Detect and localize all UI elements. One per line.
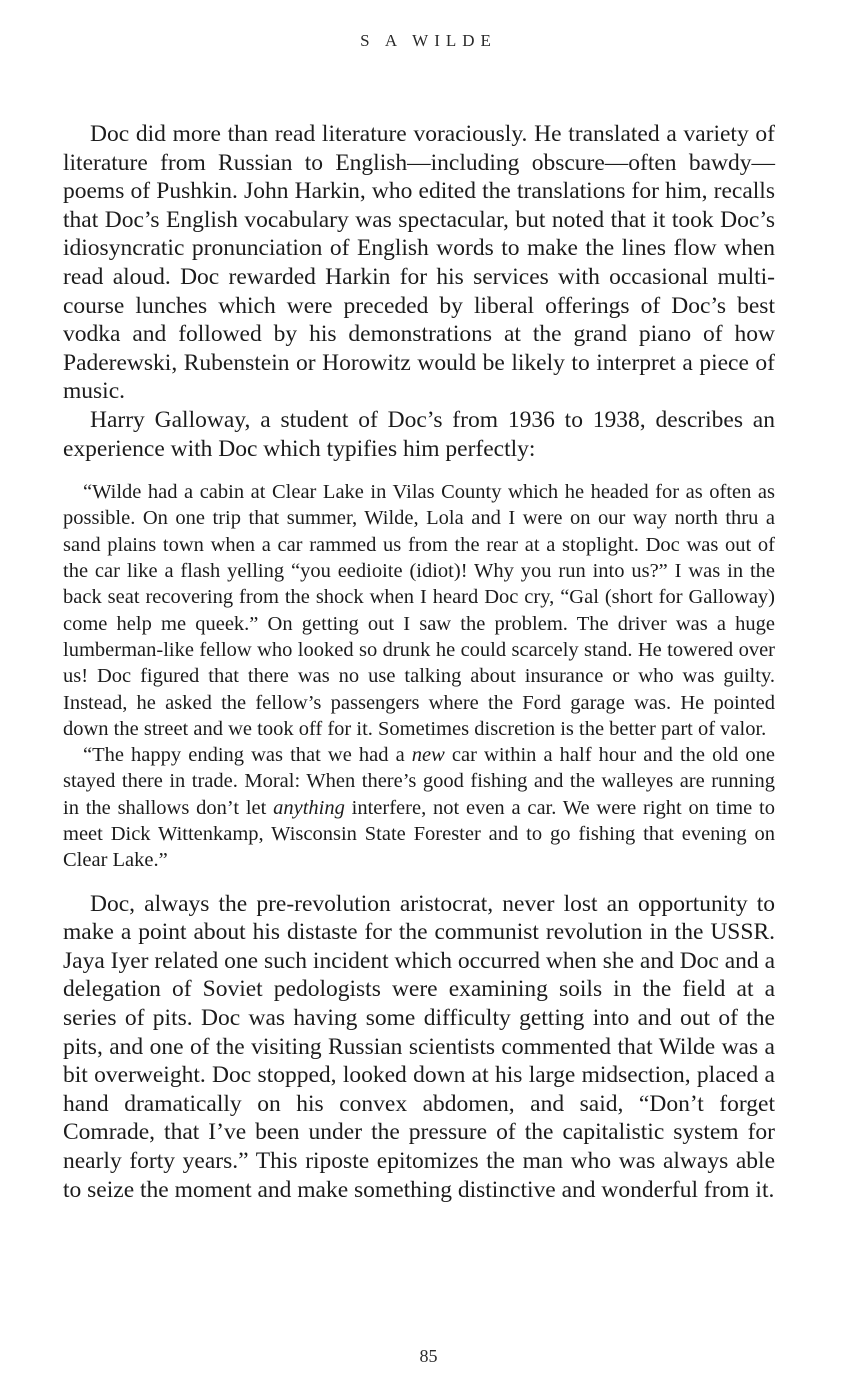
quote-paragraph-cabin: “Wilde had a cabin at Clear Lake in Vilas County which he headed for as often as possible. On one trip that summer, Wilde, Lola and I were on our way north thru a sand plains town when a car rammed us from the rear at a stoplight. Doc was out of the car like a flash yelling “you eedioite (idiot)! Why you run into us?” I was in the back seat recovering from the shock when I heard Doc cry, “Gal (short for Galloway) come help me queek.” On getting out I saw the problem. The driver was a huge lumberman-like fellow who looked so drunk he could scarcely stand. He towered over us! Doc figured that there was no use talking about insurance or who was guilty. Instead, he asked the fellow’s passengers where the Ford garage was. He pointed down the street and we took off for it. Sometimes discretion is the better part of valor. — [63, 481, 775, 740]
quote-text-part-3: interfere, not even a car. We were right on time to meet Dick Wittenkamp, Wisconsin State Forester and to go fishing that evening on Clear Lake.” — [63, 796, 775, 872]
body-text — [63, 120, 775, 1204]
quote-text-part-2: car within a half hour and the old one stayed there in trade. Moral: When there’s good fishing and the walleyes are running in the shallows don’t let — [63, 744, 775, 819]
running-head: S A WILDE — [360, 31, 497, 50]
quote-emphasis-anything: anything — [273, 796, 345, 819]
quote-paragraph-happy-ending — [63, 742, 775, 873]
paragraph-galloway-intro: Harry Galloway, a student of Doc’s from 1936 to 1938, describes an experience with Doc which typifies him perfectly: — [63, 406, 775, 462]
page-number: 85 — [419, 1346, 438, 1366]
quote-emphasis-new: new — [411, 744, 445, 767]
quote-text-part-1: “The happy ending was that we had a — [83, 744, 412, 767]
block-quote-galloway — [63, 479, 775, 873]
paragraph-translations: Doc did more than read literature voraciously. He translated a variety of literature from Russian to English—including obscure—often bawdy—poems of Pushkin. John Harkin, who edited the translations for him, recalls that Doc’s English vocabulary was spectacular, but noted that it took Doc’s idiosyncratic pronunciation of English words to make the lines flow when read aloud. Doc rewarded Harkin for his services with occasional multi-course lunches which were preceded by liberal offerings of Doc’s best vodka and followed by his demonstrations at the grand piano of how Paderewski, Rubenstein or Horowitz would be likely to interpret a piece of music. — [63, 121, 775, 405]
paragraph-comrade-anecdote: Doc, always the pre-revolution aristocrat, never lost an opportunity to make a point about his distaste for the communist revolution in the USSR. Jaya Iyer related one such incident which occurred when she and Doc and a delegation of Soviet pedologists were examining soils in the field at a series of pits. Doc was having some difficulty getting into and out of the pits, and one of the visiting Russian scientists commented that Wilde was a bit overweight. Doc stopped, looked down at his large midsection, placed a hand dramatically on his convex abdomen, and said, “Don’t forget Comrade, that I’ve been under the pressure of the capitalistic system for nearly forty years.” This riposte epitomizes the man who was always able to seize the moment and make something distinctive and wonderful from it. — [63, 890, 775, 1203]
